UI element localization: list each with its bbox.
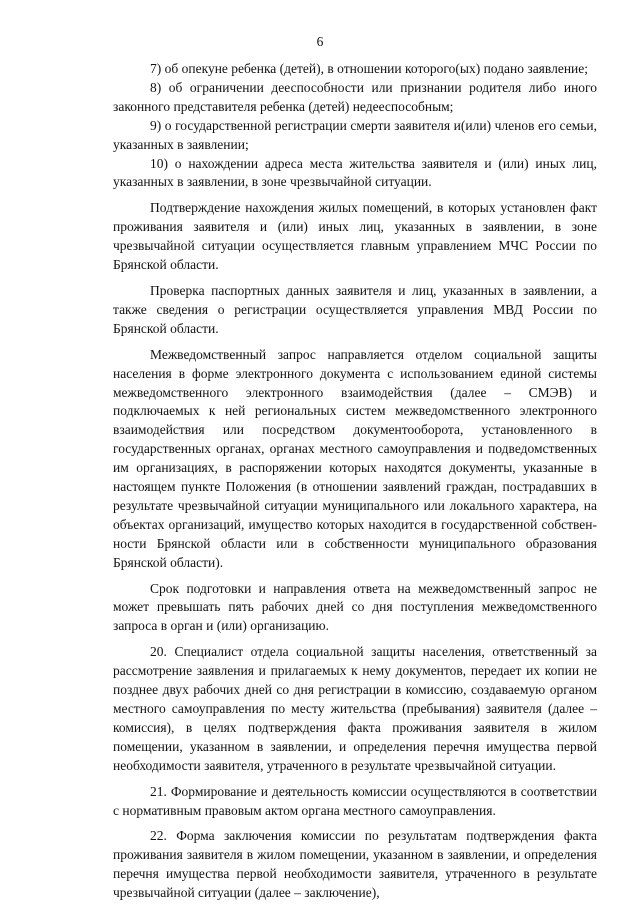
paragraph-request-deadline: Срок подготовки и направления ответа на межведомственный запрос не может превышать пять рабочих дней со дня поступления межведомственного запроса в орган и (или) организацию. (113, 580, 597, 634)
paragraph-item-7: 7) об опекуне ребенка (детей), в отношении которого(ых) подано заявление; (150, 61, 589, 76)
document-body (113, 60, 597, 903)
paragraph-item-9: 9) о государственной регистрации смерти заявителя и(или) членов его семьи, указанных в заявлении; (113, 117, 597, 152)
paragraph-item-10: 10) о нахождении адреса места жительства заявителя и (или) иных лиц, указанных в заявлении, в зоне чрезвычайной ситуации. (113, 155, 597, 190)
page-number: 6 (316, 34, 324, 49)
paragraph-emergency-confirmation: Подтверждение нахождения жилых помещений, в которых установлен факт проживания заявителя и (или) иных лиц, указанных в заявлении, в зоне чрезвычайной ситуации осуществляется главным управлением МЧС России по Брянской области. (113, 200, 597, 273)
paragraph-interagency-request: Межведомственный запрос направляется отделом социальной защиты населения в форме электронного документа с использованием единой системы межведомственного электронного взаимодействия (далее – СМЭВ) и подключаемых к ней региональных систем межведомственного электронного взаимодействия или посредством документооборота, установленного в государственных органах, органах местного самоуправления и подведомственных им организациях, в распоряжении которых находятся документы, указанные в настоящем пункте Положения (в отношении заявлений граждан, пострадавших в результате чрезвычайной ситуации муниципального или локального характера, на объектах организаций, имущество которых находится в государственной собственности Брянской области или в собственности муниципального образования Брянской области). (113, 346, 597, 570)
paragraph-item-8: 8) об ограничении дееспособности или признании родителя либо иного законного представителя ребенка (детей) недееспособным; (113, 79, 597, 114)
paragraph-clause-22: 22. Форма заключения комиссии по результатам подтверждения факта проживания заявителя в жилом помещении, указанном в заявлении, и определения перечня имущества первой необходимости заявителя, утраченного в результате чрезвычайной ситуации (далее – заключение), (113, 828, 597, 901)
paragraph-clause-20: 20. Специалист отдела социальной защиты населения, ответственный за рассмотрение заявления и прилагаемых к нему документов, передает их копии не позднее двух рабочих дней со дня регистрации в комиссию, создаваемую органом местного самоуправления по месту жительства (пребывания) заявителя (далее – комиссия), в целях подтверждения факта проживания заявителя в жилом помещении, указанном в заявлении, и определения перечня имущества первой необходимости заявителя, утраченного в результате чрезвычайной ситуации. (113, 644, 597, 773)
paragraph-clause-21: 21. Формирование и деятельность комиссии осуществляются в соответствии с нормативным правовым актом органа местного самоуправления. (113, 783, 597, 818)
paragraph-passport-check: Проверка паспортных данных заявителя и лиц, указанных в заявлении, а также сведения о регистрации осуществляется управления МВД России по Брянской области. (113, 282, 597, 336)
